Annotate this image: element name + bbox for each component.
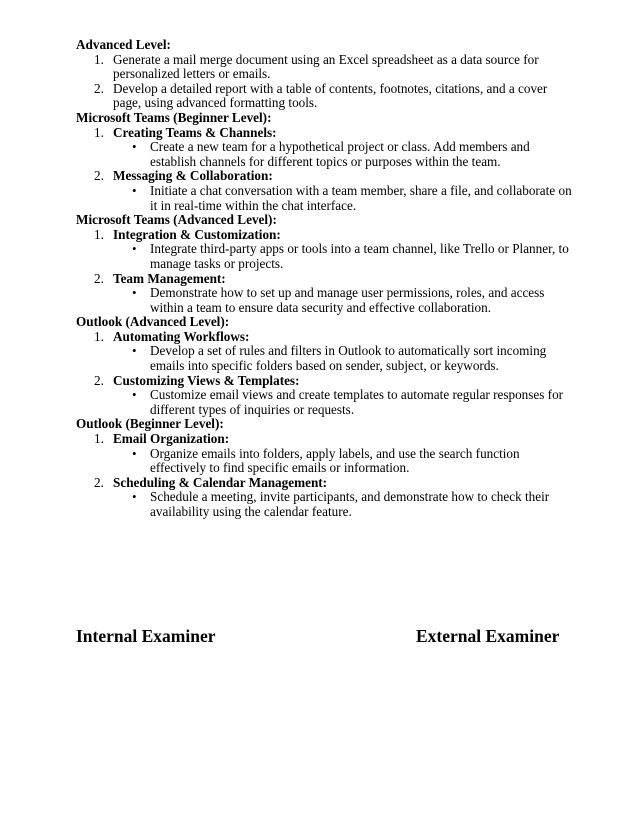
item-title: Creating Teams & Channels:	[113, 124, 277, 140]
bullet-icon: •	[132, 445, 137, 461]
list-item	[76, 432, 576, 476]
bullet-text: Organize emails into folders, apply labels, and use the search function effectively to find specific emails or information.	[150, 445, 520, 476]
section-heading: Microsoft Teams (Beginner Level):	[76, 109, 272, 125]
item-number: 1.	[94, 124, 104, 140]
list-item	[76, 126, 576, 170]
item-number: 2.	[94, 372, 104, 388]
section-outlook-advanced	[76, 315, 576, 417]
bullet-list	[113, 447, 576, 476]
list-item	[76, 82, 576, 111]
numbered-list	[76, 126, 576, 214]
item-number: 2.	[94, 270, 104, 286]
bullet-text: Create a new team for a hypothetical project or class. Add members and establish channels for different topics or purposes within the team.	[150, 139, 530, 169]
bullet-text: Integrate third-party apps or tools into a team channel, like Trello or Planner, to manage tasks or projects.	[150, 241, 569, 271]
section-outlook-beginner	[76, 417, 576, 519]
item-title: Messaging & Collaboration:	[113, 168, 273, 184]
bullet-text: Demonstrate how to set up and manage user permissions, roles, and access within a team to ensure data security and effective collaboration.	[150, 285, 545, 315]
item-title: Integration & Customization:	[113, 226, 281, 242]
section-heading: Advanced Level:	[76, 37, 171, 52]
item-number: 1.	[94, 431, 104, 447]
item-text: Generate a mail merge document using an Excel spreadsheet as a data source for personalized letters or emails.	[113, 51, 539, 82]
bullet-list	[113, 344, 576, 373]
numbered-list	[76, 330, 576, 418]
bullet-item	[113, 490, 576, 519]
item-text: Develop a detailed report with a table of contents, footnotes, citations, and a cover page, using advanced formatting tools.	[113, 80, 548, 111]
list-item	[76, 169, 576, 213]
internal-examiner-label: Internal Examiner	[76, 626, 216, 646]
item-number: 2.	[94, 168, 104, 184]
section-teams-beginner	[76, 111, 576, 213]
bullet-icon: •	[132, 241, 137, 257]
list-item	[76, 228, 576, 272]
bullet-list	[113, 286, 576, 315]
item-title: Customizing Views & Templates:	[113, 372, 300, 388]
item-title: Automating Workflows:	[113, 328, 250, 344]
bullet-icon: •	[132, 285, 137, 301]
bullet-text: Develop a set of rules and filters in Outlook to automatically sort incoming emails into specific folders based on sender, subject, or keywords.	[150, 343, 547, 374]
item-title: Scheduling & Calendar Management:	[113, 474, 328, 490]
bullet-item	[113, 242, 576, 271]
bullet-list	[113, 242, 576, 271]
numbered-list	[76, 53, 576, 111]
list-item	[76, 330, 576, 374]
bullet-list	[113, 184, 576, 213]
item-number: 2.	[94, 474, 104, 490]
section-advanced-level	[76, 38, 576, 111]
section-heading: Outlook (Advanced Level):	[76, 314, 230, 330]
document-body	[76, 38, 576, 520]
item-number: 1.	[94, 51, 104, 67]
list-item	[76, 374, 576, 418]
bullet-icon: •	[132, 387, 137, 403]
item-number: 1.	[94, 328, 104, 344]
bullet-item	[113, 388, 576, 417]
bullet-icon: •	[132, 343, 137, 359]
item-number: 1.	[94, 226, 104, 242]
bullet-list	[113, 140, 576, 169]
item-title: Team Management:	[113, 270, 226, 286]
numbered-list	[76, 432, 576, 520]
section-heading: Microsoft Teams (Advanced Level):	[76, 212, 277, 228]
item-number: 2.	[94, 80, 104, 96]
bullet-text: Customize email views and create templates to automate regular responses for different types of inquiries or requests.	[150, 387, 564, 417]
bullet-text: Schedule a meeting, invite participants, and demonstrate how to check their availability using the calendar feature.	[150, 489, 550, 519]
section-teams-advanced	[76, 213, 576, 315]
list-item	[76, 272, 576, 316]
bullet-item	[113, 140, 576, 169]
external-examiner-label: External Examiner	[416, 626, 560, 646]
bullet-item	[113, 344, 576, 373]
list-item	[76, 53, 576, 82]
bullet-list	[113, 490, 576, 519]
bullet-item	[113, 447, 576, 476]
list-item	[76, 476, 576, 520]
bullet-icon: •	[132, 139, 137, 155]
item-title: Email Organization:	[113, 431, 230, 447]
bullet-list	[113, 388, 576, 417]
bullet-text: Initiate a chat conversation with a team member, share a file, and collaborate on it in real-time within the chat interface.	[150, 182, 572, 213]
bullet-item	[113, 184, 576, 213]
bullet-item	[113, 286, 576, 315]
bullet-icon: •	[132, 489, 137, 505]
bullet-icon: •	[132, 182, 137, 198]
numbered-list	[76, 228, 576, 316]
section-heading: Outlook (Beginner Level):	[76, 416, 224, 432]
